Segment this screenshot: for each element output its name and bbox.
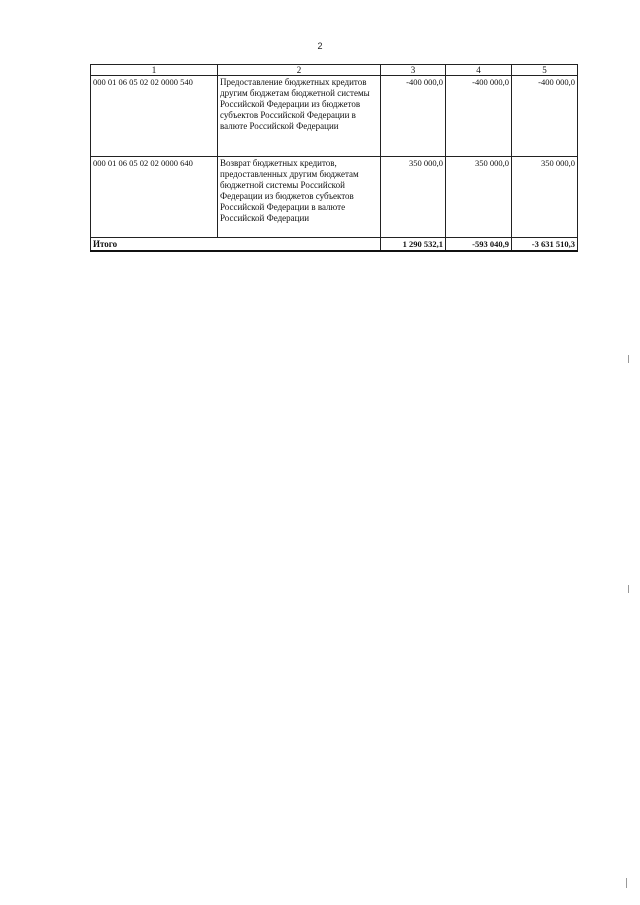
budget-sources-table xyxy=(90,64,578,252)
amount-cell-col3: 350 000,0 xyxy=(381,157,446,238)
column-header-2: 2 xyxy=(218,65,381,76)
total-cell-col3: 1 290 532,1 xyxy=(381,238,446,252)
scan-edge-mark xyxy=(628,585,629,593)
amount-cell-col4: -400 000,0 xyxy=(446,76,512,157)
budget-code-cell: 000 01 06 05 02 02 0000 540 xyxy=(91,76,218,157)
column-header-3: 3 xyxy=(381,65,446,76)
amount-cell-col5: -400 000,0 xyxy=(512,76,578,157)
amount-cell-col5: 350 000,0 xyxy=(512,157,578,238)
column-header-5: 5 xyxy=(512,65,578,76)
scan-edge-mark xyxy=(628,355,629,363)
page-number: 2 xyxy=(317,41,323,51)
table-row xyxy=(91,76,578,157)
total-row xyxy=(91,238,578,252)
description-cell: Возврат бюджетных кредитов, предоставленных другим бюджетам бюджетной системы Российской Федерации из бюджетов субъектов Российской Федерации в валюте Российской Федерации xyxy=(218,157,381,238)
column-header-1: 1 xyxy=(91,65,218,76)
amount-cell-col3: -400 000,0 xyxy=(381,76,446,157)
total-cell-col4: -593 040,9 xyxy=(446,238,512,252)
total-cell-col5: -3 631 510,3 xyxy=(512,238,578,252)
table-header-row xyxy=(91,65,578,76)
scan-edge-mark xyxy=(626,878,627,888)
table-row xyxy=(91,157,578,238)
column-header-4: 4 xyxy=(446,65,512,76)
total-label: Итого xyxy=(91,238,381,252)
description-cell: Предоставление бюджетных кредитов другим бюджетам бюджетной системы Российской Федерации из бюджетов субъектов Российской Федерации в валюте Российской Федерации xyxy=(218,76,381,157)
amount-cell-col4: 350 000,0 xyxy=(446,157,512,238)
budget-code-cell: 000 01 06 05 02 02 0000 640 xyxy=(91,157,218,238)
